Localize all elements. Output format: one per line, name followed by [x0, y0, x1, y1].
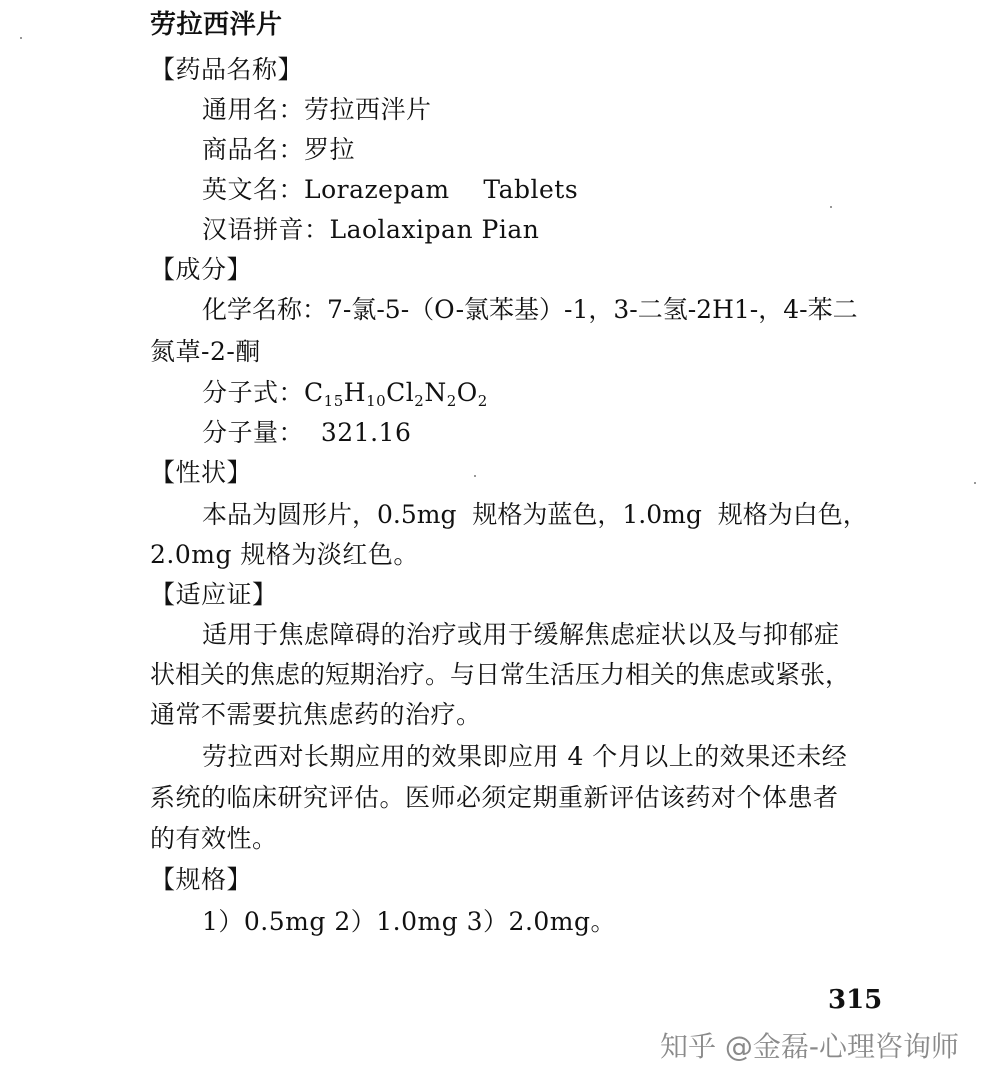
section-header-composition: 【成分】 — [150, 255, 253, 284]
indication-p1-line-2: 状相关的焦虑的短期治疗。与日常生活压力相关的焦虑或紧张， — [150, 660, 851, 689]
english-name: 英文名：Lorazepam Tablets — [202, 175, 579, 204]
indication-p2-line-3: 的有效性。 — [150, 824, 278, 853]
generic-name: 通用名：劳拉西泮片 — [202, 95, 432, 124]
chemical-name-line-1: 化学名称：7-氯-5-（O-氯苯基）-1，3-二氢-2H1-，4-苯二 — [202, 295, 858, 324]
formula-cl-count: 2 — [414, 392, 425, 410]
molecular-weight: 分子量： 321.16 — [202, 418, 412, 447]
formula-n: N — [424, 378, 447, 407]
formula-o-count: 2 — [477, 392, 488, 410]
section-header-appearance: 【性状】 — [150, 458, 253, 487]
formula-h: H — [343, 378, 367, 407]
appearance-line-1: 本品为圆形片，0.5mg 规格为蓝色，1.0mg 规格为白色， — [202, 500, 868, 529]
pinyin-name: 汉语拼音：Laolaxipan Pian — [202, 215, 540, 244]
section-header-indications: 【适应证】 — [150, 580, 278, 609]
scan-speck — [830, 206, 832, 208]
formula-h-count: 10 — [366, 392, 387, 410]
chemical-name-line-2: 氮䓬-2-酮 — [150, 337, 261, 366]
trade-name: 商品名：罗拉 — [202, 135, 356, 164]
page-number: 315 — [828, 985, 883, 1015]
formula-n-count: 2 — [446, 392, 457, 410]
appearance-line-2: 2.0mg 规格为淡红色。 — [150, 540, 419, 569]
molecular-formula — [202, 378, 488, 408]
section-header-drug-name: 【药品名称】 — [150, 55, 304, 84]
indication-p1-line-3: 通常不需要抗焦虑药的治疗。 — [150, 700, 482, 729]
watermark-text: 知乎 @金磊-心理咨询师 — [660, 1030, 960, 1063]
scan-speck — [20, 37, 22, 39]
section-header-specification: 【规格】 — [150, 865, 253, 894]
indication-p2-line-2: 系统的临床研究评估。医师必须定期重新评估该药对个体患者 — [150, 783, 839, 812]
scan-speck — [474, 475, 476, 477]
formula-c: C — [304, 378, 324, 407]
formula-o: O — [456, 378, 478, 407]
scan-speck — [974, 482, 976, 484]
indication-p1-line-1: 适用于焦虑障碍的治疗或用于缓解焦虑症状以及与抑郁症 — [202, 620, 840, 649]
document-title: 劳拉西泮片 — [150, 10, 283, 40]
specification: 1）0.5mg 2）1.0mg 3）2.0mg。 — [202, 907, 617, 936]
indication-p2-line-1: 劳拉西对长期应用的效果即应用 4 个月以上的效果还未经 — [202, 742, 848, 771]
formula-cl: Cl — [386, 378, 415, 407]
formula-label: 分子式： — [202, 378, 305, 407]
formula-c-count: 15 — [323, 392, 344, 410]
